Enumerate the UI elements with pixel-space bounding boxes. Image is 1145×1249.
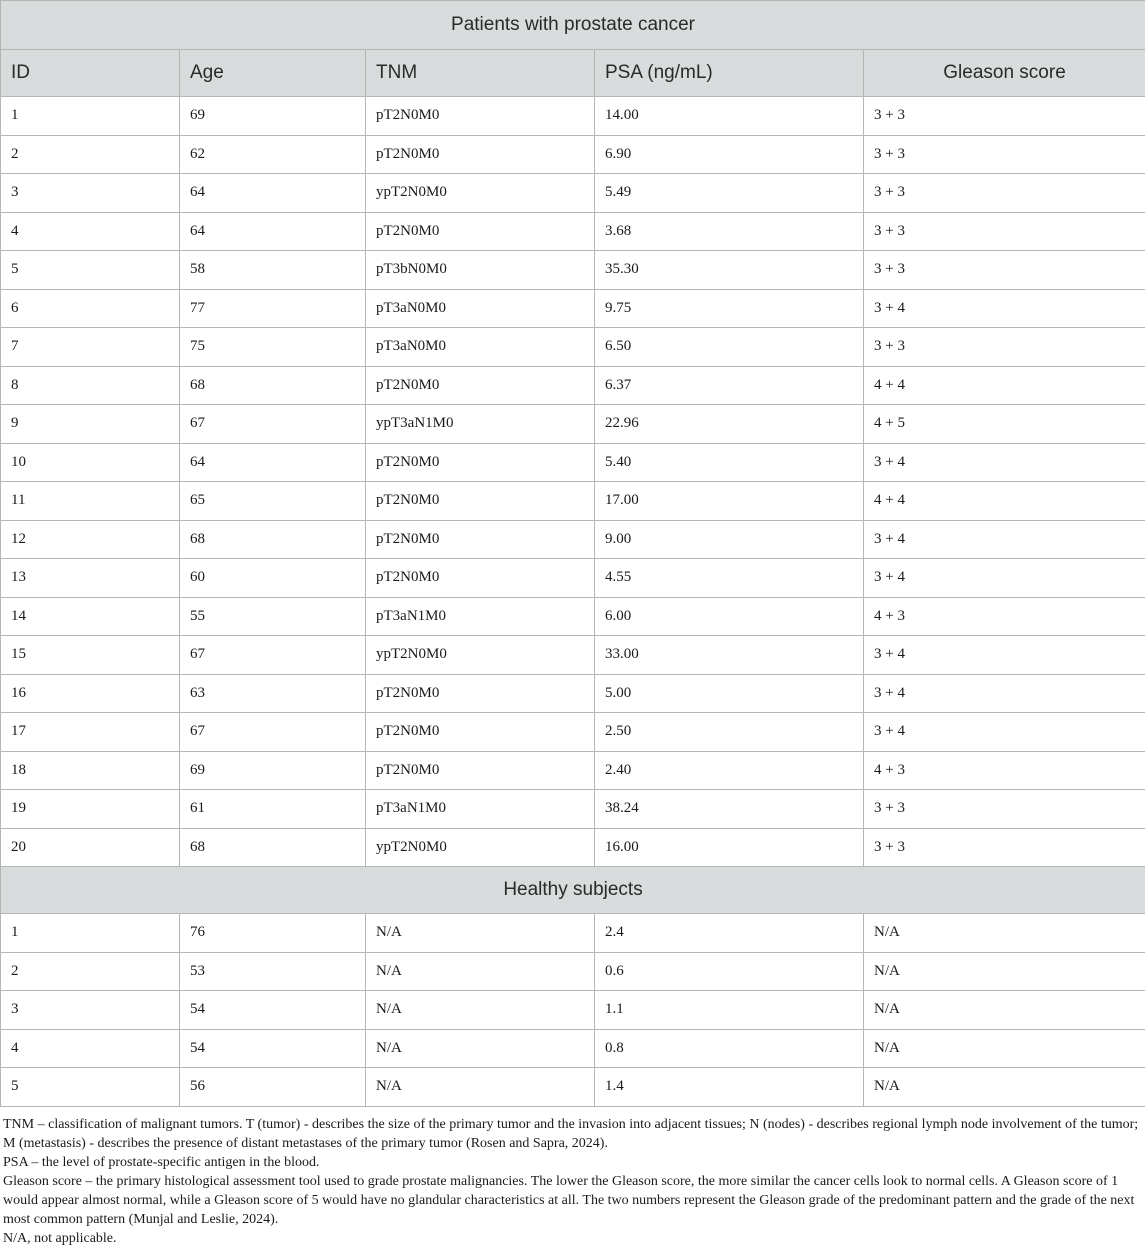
table-cell: 3 + 3 (864, 790, 1145, 829)
table-cell: 13 (1, 559, 180, 598)
table-cell: 5.00 (595, 674, 864, 713)
table-cell: 1 (1, 97, 180, 136)
table-cell: ypT3aN1M0 (366, 405, 595, 444)
table-row (1, 405, 1145, 444)
footnote: TNM – classification of malignant tumors. T (tumor) - describes the size of the primary tumor and the invasion into adjacent tissues; N (nodes) - describes regional lymph node involvement of the tumor; M (metastasis) - describes the presence of distant metastases of the primary tumor (Rosen and Sapra, 2024). (3, 1116, 1139, 1151)
table-row (1, 443, 1145, 482)
table-row (1, 559, 1145, 598)
table-row (1, 212, 1145, 251)
table-cell: 19 (1, 790, 180, 829)
table-cell: 63 (180, 674, 366, 713)
table-cell: pT3aN0M0 (366, 289, 595, 328)
table-cell: 3 + 3 (864, 251, 1145, 290)
table-cell: N/A (366, 1029, 595, 1068)
table-cell: 1 (1, 914, 180, 953)
table-row (1, 174, 1145, 213)
table-cell: 3 + 4 (864, 289, 1145, 328)
table-cell: 18 (1, 751, 180, 790)
table-footnotes (0, 1107, 1145, 1248)
table-cell: N/A (366, 1068, 595, 1107)
table-cell: 60 (180, 559, 366, 598)
table-cell: 68 (180, 366, 366, 405)
table-cell: 5.49 (595, 174, 864, 213)
table-cell: ypT2N0M0 (366, 828, 595, 867)
table-cell: 1.1 (595, 991, 864, 1030)
table-row (1, 482, 1145, 521)
table-row (1, 991, 1145, 1030)
table-cell: 3 + 3 (864, 135, 1145, 174)
table-row (1, 520, 1145, 559)
table-cell: 0.8 (595, 1029, 864, 1068)
table-row (1, 328, 1145, 367)
table-cell: 4 + 4 (864, 482, 1145, 521)
table-cell: 0.6 (595, 952, 864, 991)
table-cell: 3 + 4 (864, 636, 1145, 675)
table-cell: 3 + 4 (864, 559, 1145, 598)
table-cell: 22.96 (595, 405, 864, 444)
table-cell: pT3aN0M0 (366, 328, 595, 367)
table-cell: pT2N0M0 (366, 674, 595, 713)
table-cell: 6.90 (595, 135, 864, 174)
table-cell: pT2N0M0 (366, 135, 595, 174)
table-cell: pT2N0M0 (366, 212, 595, 251)
table-cell: 12 (1, 520, 180, 559)
table-cell: 14 (1, 597, 180, 636)
footnote: N/A, not applicable. (3, 1230, 117, 1246)
table-cell: 3 + 4 (864, 443, 1145, 482)
table-cell: 1.4 (595, 1068, 864, 1107)
group-header-cancer: Patients with prostate cancer (1, 1, 1145, 50)
table-cell: 6.00 (595, 597, 864, 636)
table-cell: 3 + 3 (864, 828, 1145, 867)
column-header-age: Age (180, 50, 366, 97)
table-cell: N/A (864, 914, 1145, 953)
column-header-gleason: Gleason score (864, 50, 1145, 97)
column-header-id: ID (1, 50, 180, 97)
table-cell: 67 (180, 713, 366, 752)
table-cell: 3 + 3 (864, 212, 1145, 251)
table-row (1, 1068, 1145, 1107)
table-cell: 4 + 3 (864, 751, 1145, 790)
table-cell: 5.40 (595, 443, 864, 482)
table-cell: 14.00 (595, 97, 864, 136)
table-cell: 10 (1, 443, 180, 482)
table-cell: 3 + 4 (864, 713, 1145, 752)
table-cell: 11 (1, 482, 180, 521)
table-cell: 4 (1, 212, 180, 251)
table-cell: 2.50 (595, 713, 864, 752)
table-cell: pT3bN0M0 (366, 251, 595, 290)
table-cell: 55 (180, 597, 366, 636)
table-cell: 3 + 3 (864, 174, 1145, 213)
table-row (1, 751, 1145, 790)
table-row (1, 914, 1145, 953)
table-cell: N/A (864, 952, 1145, 991)
table-cell: 64 (180, 212, 366, 251)
table-cell: 20 (1, 828, 180, 867)
table-cell: 62 (180, 135, 366, 174)
table-row (1, 251, 1145, 290)
table-cell: 6.50 (595, 328, 864, 367)
table-cell: 2.4 (595, 914, 864, 953)
table-row (1, 790, 1145, 829)
table-cell: pT2N0M0 (366, 713, 595, 752)
table-cell: pT2N0M0 (366, 97, 595, 136)
table-cell: pT2N0M0 (366, 482, 595, 521)
table-cell: 56 (180, 1068, 366, 1107)
table-cell: 4 + 5 (864, 405, 1145, 444)
table-cell: 7 (1, 328, 180, 367)
table-cell: 4.55 (595, 559, 864, 598)
table-cell: 67 (180, 405, 366, 444)
column-header-psa: PSA (ng/mL) (595, 50, 864, 97)
table-cell: 4 + 3 (864, 597, 1145, 636)
table-cell: pT2N0M0 (366, 443, 595, 482)
table-cell: pT2N0M0 (366, 366, 595, 405)
table-cell: 9.75 (595, 289, 864, 328)
table-cell: 6 (1, 289, 180, 328)
table-cell: N/A (366, 952, 595, 991)
table-cell: 68 (180, 520, 366, 559)
table-row (1, 636, 1145, 675)
table-cell: 53 (180, 952, 366, 991)
cancer-rows (1, 97, 1145, 867)
table-cell: N/A (864, 991, 1145, 1030)
table-cell: 3 + 3 (864, 328, 1145, 367)
table-cell: 5 (1, 251, 180, 290)
table-cell: N/A (864, 1068, 1145, 1107)
table-cell: 35.30 (595, 251, 864, 290)
table-cell: pT3aN1M0 (366, 790, 595, 829)
table-cell: 8 (1, 366, 180, 405)
table-cell: 2 (1, 135, 180, 174)
table-cell: N/A (366, 991, 595, 1030)
table-cell: 17 (1, 713, 180, 752)
table-row (1, 828, 1145, 867)
table-cell: 2 (1, 952, 180, 991)
column-header-tnm: TNM (366, 50, 595, 97)
table-row (1, 135, 1145, 174)
table-row (1, 1029, 1145, 1068)
table-cell: 4 + 4 (864, 366, 1145, 405)
table-cell: 68 (180, 828, 366, 867)
table-cell: 3 (1, 174, 180, 213)
table-cell: 38.24 (595, 790, 864, 829)
table-cell: 76 (180, 914, 366, 953)
table-cell: 17.00 (595, 482, 864, 521)
table-cell: 69 (180, 751, 366, 790)
table-cell: N/A (864, 1029, 1145, 1068)
footnote: Gleason score – the primary histological assessment tool used to grade prostate malignancies. The lower the Gleason score, the more similar the cancer cells look to normal cells. A Gleason score of 1 would appear almost normal, while a Gleason score of 5 would have no glandular characteristics at all. The two numbers represent the Gleason grade of the predominant pattern and the grade of the next most common pattern (Munjal and Leslie, 2024). (3, 1173, 1135, 1227)
table-cell: pT2N0M0 (366, 751, 595, 790)
table-cell: 9.00 (595, 520, 864, 559)
table-cell: pT3aN1M0 (366, 597, 595, 636)
table-cell: 64 (180, 174, 366, 213)
table-row (1, 597, 1145, 636)
table-cell: 58 (180, 251, 366, 290)
table-cell: 16 (1, 674, 180, 713)
table-cell: 6.37 (595, 366, 864, 405)
table-cell: 69 (180, 97, 366, 136)
table-row (1, 713, 1145, 752)
table-cell: 67 (180, 636, 366, 675)
table-cell: 75 (180, 328, 366, 367)
table-cell: N/A (366, 914, 595, 953)
group-header-healthy: Healthy subjects (1, 867, 1145, 914)
table-cell: 2.40 (595, 751, 864, 790)
table-cell: 64 (180, 443, 366, 482)
table-cell: 16.00 (595, 828, 864, 867)
table-row (1, 674, 1145, 713)
table-cell: 3 + 4 (864, 674, 1145, 713)
table-row (1, 952, 1145, 991)
table-cell: 5 (1, 1068, 180, 1107)
table-cell: ypT2N0M0 (366, 174, 595, 213)
table-cell: 9 (1, 405, 180, 444)
table-cell: 3 + 4 (864, 520, 1145, 559)
table-cell: 54 (180, 1029, 366, 1068)
table-cell: 33.00 (595, 636, 864, 675)
table-cell: 77 (180, 289, 366, 328)
table-cell: pT2N0M0 (366, 559, 595, 598)
table-cell: 4 (1, 1029, 180, 1068)
table-cell: pT2N0M0 (366, 520, 595, 559)
table-cell: 54 (180, 991, 366, 1030)
table-row (1, 97, 1145, 136)
table-cell: 3 (1, 991, 180, 1030)
footnote: PSA – the level of prostate-specific antigen in the blood. (3, 1154, 320, 1170)
healthy-rows (1, 914, 1145, 1107)
table-cell: 65 (180, 482, 366, 521)
table-cell: 3 + 3 (864, 97, 1145, 136)
table-row (1, 289, 1145, 328)
table-cell: 3.68 (595, 212, 864, 251)
table-cell: 61 (180, 790, 366, 829)
table-cell: ypT2N0M0 (366, 636, 595, 675)
table-row (1, 366, 1145, 405)
table-cell: 15 (1, 636, 180, 675)
